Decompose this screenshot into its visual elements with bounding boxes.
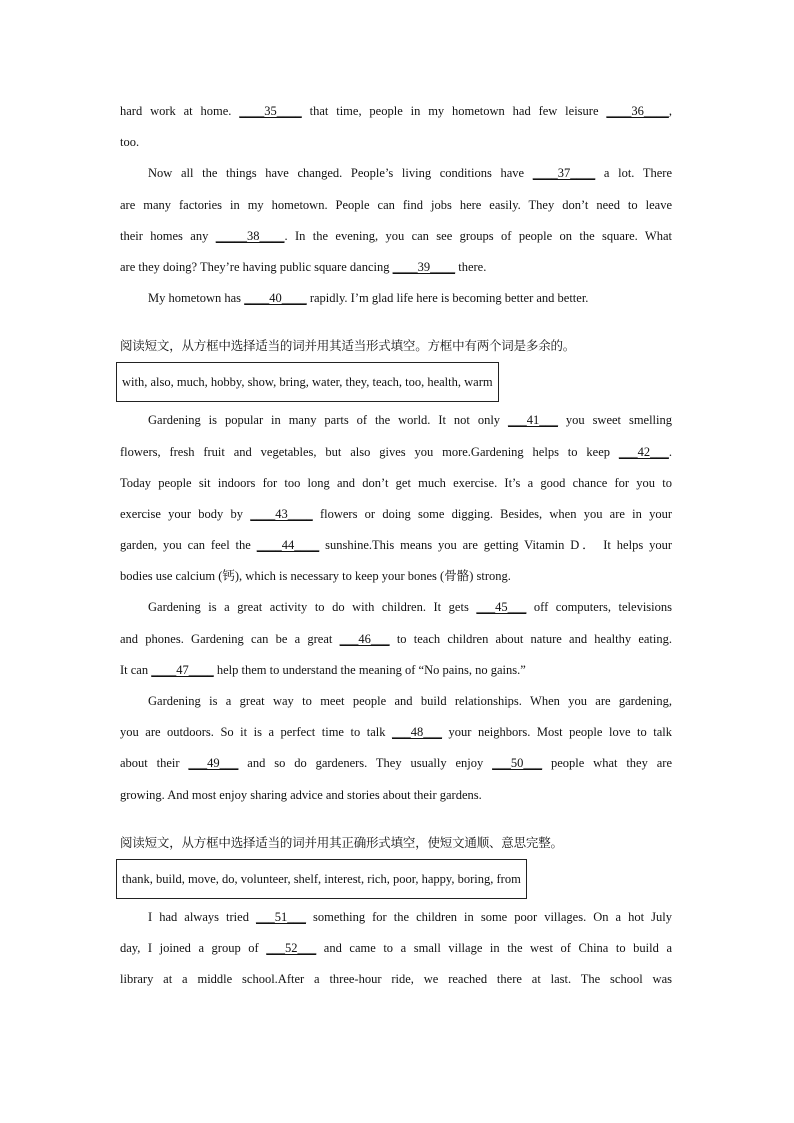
answer-blank-47[interactable]: ____47____ <box>151 662 214 677</box>
answer-blank-52[interactable]: ___52___ <box>266 940 317 955</box>
text-line: It can ____47____ help them to understand the meaning of “No pains, no gains.” <box>120 655 672 686</box>
passage-volunteer <box>120 827 672 996</box>
text-line: growing. And most enjoy sharing advice and stories about their gardens. <box>120 787 482 802</box>
text-line: day, I joined a group of ___52___ and came to a small village in the west of China to build a <box>120 933 672 964</box>
answer-blank-51[interactable]: ___51___ <box>255 909 306 924</box>
text-line: hard work at home. ____35____ that time, people in my hometown had few leisure ____36____, <box>120 96 672 127</box>
answer-blank-38[interactable]: _____38____ <box>215 228 285 243</box>
answer-blank-35[interactable]: ____35____ <box>239 104 302 118</box>
text-line: Gardening is popular in many parts of the world. It not only ___41___ you sweet smelling <box>120 405 672 436</box>
answer-blank-39[interactable]: ____39____ <box>392 259 456 274</box>
text-line: Today people sit indoors for too long and don’t get much exercise. It’s a good chance for you to <box>120 475 672 490</box>
answer-blank-44[interactable]: ____44____ <box>256 538 320 553</box>
text-line: you are outdoors. So it is a perfect time to talk ___48___ your neighbors. Most people love to talk <box>120 717 672 748</box>
answer-blank-43[interactable]: ____43____ <box>250 506 313 521</box>
passage-gardening <box>120 330 672 810</box>
answer-blank-41[interactable]: ___41___ <box>507 413 558 428</box>
text-line: library at a middle school.After a three-hour ride, we reached there at last. The school was <box>120 972 672 987</box>
text-line: their homes any _____38____. In the evening, you can see groups of people on the square. What <box>120 221 672 252</box>
text-line: Now all the things have changed. People’s living conditions have ____37____ a lot. There <box>120 158 672 189</box>
text-line: too. <box>120 135 140 150</box>
answer-blank-42[interactable]: ___42___ <box>618 444 669 459</box>
text-line: flowers, fresh fruit and vegetables, but also gives you more.Gardening helps to keep ___42___. <box>120 437 672 468</box>
word-box: with, also, much, hobby, show, bring, water, they, teach, too, health, warm <box>116 362 499 402</box>
section-instruction: 阅读短文，从方框中选择适当的词并用其适当形式填空。方框中有两个词是多余的。 <box>120 338 576 354</box>
document-page <box>120 96 672 995</box>
text-line: about their ___49___ and so do gardeners. They usually enjoy ___50___ people what they are <box>120 748 672 779</box>
text-line: garden, you can feel the ____44____ sunshine.This means you are getting Vitamin D． It helps your <box>120 530 672 561</box>
answer-blank-49[interactable]: ___49___ <box>188 756 239 771</box>
text-line: Gardening is a great activity to do with children. It gets ___45___ off computers, televisions <box>120 592 672 623</box>
text-line: I had always tried ___51___ something for the children in some poor villages. On a hot July <box>120 902 672 933</box>
text-line: Gardening is a great way to meet people and build relationships. When you are gardening, <box>148 694 672 708</box>
text-line: and phones. Gardening can be a great ___46___ to teach children about nature and healthy eating. <box>120 624 672 655</box>
text-line: exercise your body by ____43____ flowers or doing some digging. Besides, when you are in your <box>120 499 672 530</box>
text-line: are they doing? They’re having public square dancing ____39____ there. <box>120 252 672 283</box>
word-box: thank, build, move, do, volunteer, shelf, interest, rich, poor, happy, boring, from <box>116 859 527 899</box>
section-instruction: 阅读短文，从方框中选择适当的词并用其正确形式填空，使短文通顺、意思完整。 <box>120 834 563 850</box>
text-line: My hometown has ____40____ rapidly. I’m glad life here is becoming better and better. <box>120 283 672 314</box>
text-line: are many factories in my hometown. People can find jobs here easily. They don’t need to leave <box>120 197 672 212</box>
answer-blank-36[interactable]: ____36____ <box>606 104 669 118</box>
answer-blank-45[interactable]: ___45___ <box>476 600 527 615</box>
passage-hometown <box>120 96 672 314</box>
answer-blank-50[interactable]: ___50___ <box>492 756 543 771</box>
text-line: bodies use calcium (钙), which is necessary to keep your bones (骨骼) strong. <box>120 569 511 584</box>
answer-blank-46[interactable]: ___46___ <box>339 631 390 646</box>
answer-blank-48[interactable]: ___48___ <box>392 725 443 740</box>
answer-blank-40[interactable]: ____40____ <box>244 291 307 306</box>
answer-blank-37[interactable]: ____37____ <box>532 166 596 181</box>
